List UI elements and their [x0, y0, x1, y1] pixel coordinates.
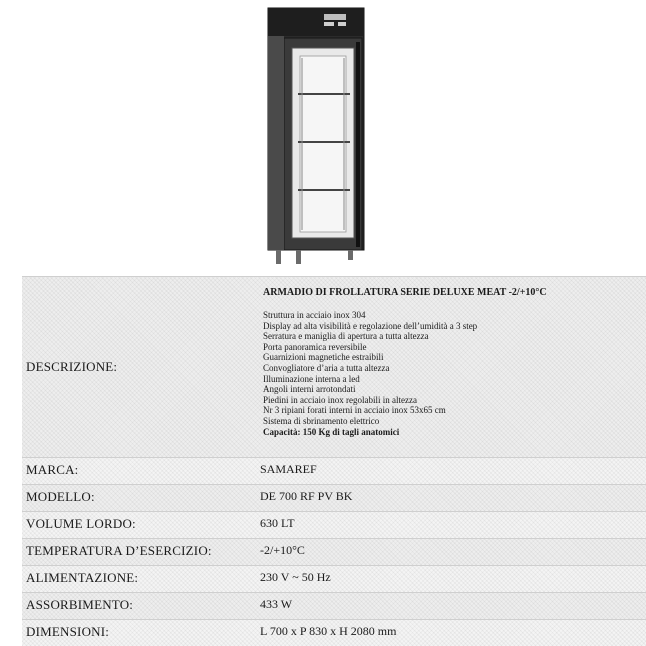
description-row	[22, 276, 646, 457]
spec-label: ASSORBIMENTO:	[26, 597, 134, 612]
feature-line: Sistema di sbrinamento elettrico	[263, 415, 380, 426]
spec-value: L 700 x P 830 x H 2080 mm	[260, 624, 397, 638]
product-title: ARMADIO DI FROLLATURA SERIE DELUXE MEAT -2/+10°C	[263, 287, 547, 298]
spec-label: MARCA:	[26, 462, 79, 477]
spec-value: 433 W	[260, 597, 293, 611]
spec-row-assorbimento	[22, 592, 646, 619]
description-block	[263, 287, 643, 437]
description-label: DESCRIZIONE:	[26, 359, 118, 374]
capacity-line: Capacità: 150 Kg di tagli anatomici	[263, 426, 400, 437]
feature-line: Display ad alta visibilità e regolazione dell’umidità a 3 step	[263, 320, 478, 331]
product-image	[262, 2, 380, 266]
spec-table	[22, 276, 646, 646]
feature-line: Nr 3 ripiani forati interni in acciaio inox 53x65 cm	[263, 405, 446, 416]
feature-line: Porta panoramica reversibile	[263, 341, 367, 352]
spec-row-marca	[22, 457, 646, 484]
spec-label: DIMENSIONI:	[26, 624, 110, 639]
spec-value: SAMAREF	[260, 462, 317, 476]
feature-line: Angoli interni arrotondati	[263, 384, 356, 395]
feature-line: Guarnizioni magnetiche estraibili	[263, 352, 384, 363]
spec-value: 230 V ~ 50 Hz	[260, 570, 331, 584]
spec-label: MODELLO:	[26, 489, 95, 504]
feature-line: Convogliatore d’aria a tutta altezza	[263, 362, 390, 373]
spec-label: ALIMENTAZIONE:	[26, 570, 139, 585]
spec-row-modello	[22, 484, 646, 511]
spec-value: DE 700 RF PV BK	[260, 489, 353, 503]
spec-value: -2/+10°C	[260, 543, 305, 557]
spec-row-dimensioni	[22, 619, 646, 646]
feature-line: Struttura in acciaio inox 304	[263, 310, 366, 320]
spec-row-temperatura	[22, 538, 646, 565]
spec-value: 630 LT	[260, 516, 295, 530]
spec-label: TEMPERATURA D’ESERCIZIO:	[26, 543, 212, 558]
spec-row-volume	[22, 511, 646, 538]
spec-label: VOLUME LORDO:	[26, 516, 136, 531]
feature-line: Piedini in acciaio inox regolabili in altezza	[263, 394, 417, 405]
spec-row-alimentazione	[22, 565, 646, 592]
feature-line: Illuminazione interna a led	[263, 373, 360, 384]
feature-line: Serratura e maniglia di apertura a tutta altezza	[263, 331, 429, 342]
